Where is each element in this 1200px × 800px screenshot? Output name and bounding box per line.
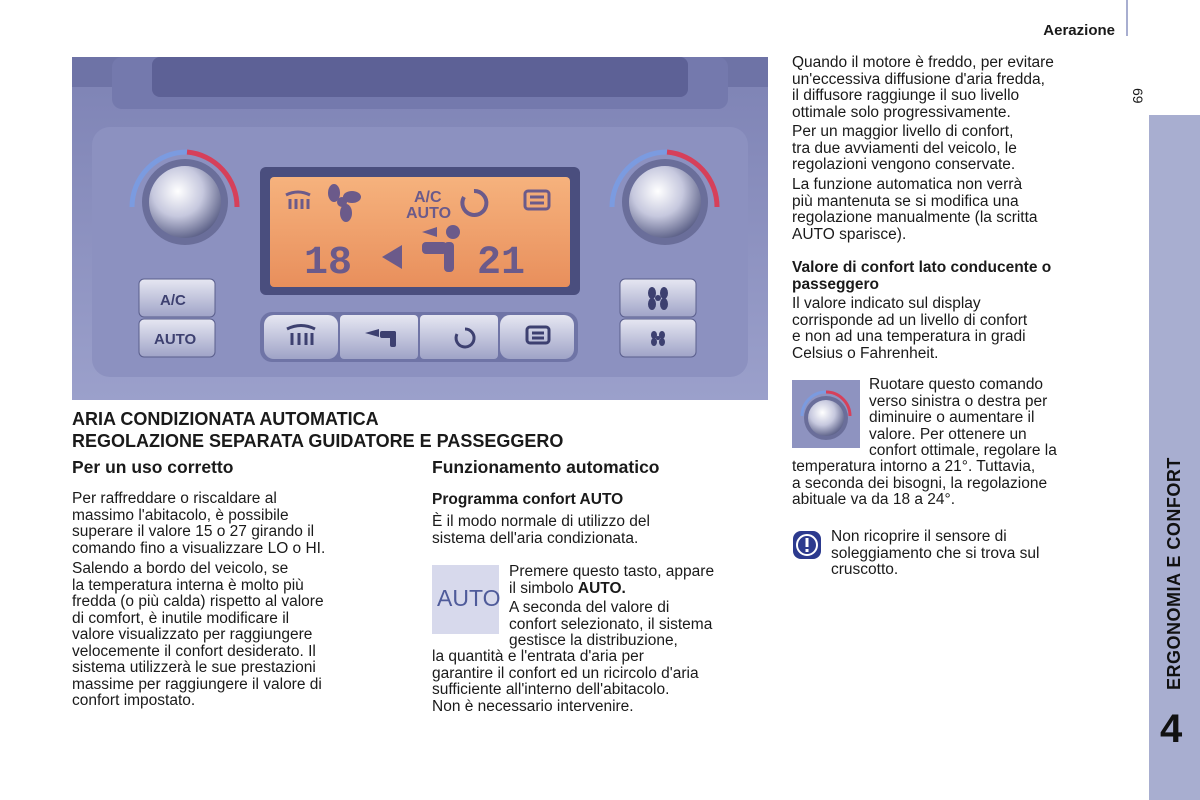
temperature-knob-icon (792, 380, 860, 448)
text-line: la temperatura interna è molto più (72, 576, 304, 594)
text-line: massimo l'abitacolo, è possibile (72, 506, 289, 524)
text-line: sistema utilizzerà le sue prestazioni (72, 659, 316, 676)
ac-button-label: A/C (160, 292, 186, 309)
header-divider (1126, 0, 1128, 36)
main-heading-line1: ARIA CONDIZIONATA AUTOMATICA (72, 409, 379, 429)
col3-subheading (792, 259, 1051, 293)
display-left-temp: 18 (304, 241, 353, 286)
auto-button-illustration (432, 565, 499, 634)
text-line: La funzione automatica non verrà (792, 176, 1023, 193)
text-line: di comfort, è inutile modificare il (72, 609, 290, 627)
text-line: superare il valore 15 o 27 girando il (72, 523, 315, 540)
col2-paragraph-4 (432, 649, 699, 715)
main-heading (72, 408, 563, 452)
col3-paragraph-1 (792, 55, 1054, 121)
text-line: massime per raggiungere il valore di (72, 675, 322, 693)
text-line: fredda (o più calda) rispetto al valore (72, 593, 324, 610)
text-line: abituale va da 18 a 24°. (792, 491, 956, 508)
text-line: la quantità e l'entrata d'aria per (432, 648, 644, 665)
col3-paragraph-3 (792, 177, 1038, 243)
text-line: valore visualizzato per raggiungere (72, 626, 313, 643)
text-line: confort selezionato, il sistema (509, 615, 713, 633)
text-line: Per raffreddare o riscaldare al (72, 490, 277, 507)
text-line: Ruotare questo comando (869, 376, 1044, 393)
text-line: Valore di confort lato conducente o (792, 259, 1052, 276)
text-line: Non è necessario intervenire. (432, 697, 634, 715)
text-line: Per un maggior livello di confort, (792, 123, 1014, 140)
text-line: valore. Per ottenere un (869, 425, 1027, 443)
text-line: È il modo normale di utilizzo del (432, 513, 650, 530)
col2-heading: Funzionamento automatico (432, 457, 660, 477)
text-line: cruscotto. (831, 561, 899, 578)
col3-paragraph-4 (792, 296, 1027, 362)
text-line: garantire il confort ed un ricircolo d'aria (432, 664, 699, 682)
climate-panel-illustration (72, 57, 768, 400)
warning-text (831, 529, 1040, 579)
text-line: confort ottimale, regolare la (869, 442, 1057, 459)
text-line: velocemente il confort desiderato. Il (72, 642, 316, 660)
text-line: Non ricoprire il sensore di (831, 528, 1007, 545)
col1-heading: Per un uso corretto (72, 457, 234, 477)
knob-instruction (869, 377, 1057, 460)
text-line: e non ad una temperatura in gradi (792, 328, 1026, 345)
text-line: temperatura intorno a 21°. Tuttavia, (792, 458, 1036, 475)
text-line: confort impostato. (72, 692, 196, 709)
text-line: Quando il motore è freddo, per evitare (792, 54, 1054, 71)
text-line: regolazioni vengono conservate. (792, 156, 1016, 173)
text-line: ottimale solo progressivamente. (792, 103, 1011, 121)
text-line: passeggero (792, 276, 880, 293)
chapter-number: 4 (1160, 707, 1183, 751)
col2-paragraph-1 (432, 514, 650, 547)
text-line: AUTO sparisce). (792, 225, 907, 243)
page-number: 69 (1130, 88, 1146, 104)
text-line: verso sinistra o destra per (869, 392, 1048, 410)
text-line: corrisponde ad un livello di confort (792, 311, 1028, 329)
text-line: tra due avviamenti del veicolo, le (792, 139, 1017, 157)
section-title: Aerazione (1043, 22, 1115, 39)
display-ac-text: A/C (414, 189, 442, 206)
text-line: a seconda dei bisogni, la regolazione (792, 474, 1048, 492)
text-line: soleggiamento che si trova sul (831, 544, 1040, 562)
text-line: Il valore indicato sul display (792, 295, 981, 312)
text-line: diminuire o aumentare il (869, 409, 1035, 426)
text-line: sufficiente all'interno dell'abitacolo. (432, 681, 670, 698)
text-line: Celsius o Fahrenheit. (792, 344, 939, 362)
col2-paragraph-2 (509, 564, 714, 597)
text-line: il diffusore raggiunge il suo livello (792, 87, 1020, 104)
col3-paragraph-5 (792, 459, 1047, 509)
chapter-title: ERGONOMIA E CONFORT (1164, 457, 1184, 690)
text-line: più mantenuta se si modifica una (792, 192, 1019, 210)
text-line: Salendo a bordo del veicolo, se (72, 560, 289, 577)
text-line: gestisce la distribuzione, (509, 632, 678, 649)
auto-icon-label: AUTO (437, 585, 501, 611)
warning-icon (792, 530, 822, 560)
auto-button-label: AUTO (154, 331, 197, 348)
col2-paragraph-3 (509, 600, 712, 650)
col2-subheading: Programma confort AUTO (432, 491, 624, 508)
text-line (509, 581, 714, 598)
auto-keyword: AUTO. (577, 579, 626, 597)
text-line: Premere questo tasto, appare (509, 563, 715, 580)
display-right-temp: 21 (477, 241, 526, 286)
col3-paragraph-2 (792, 124, 1017, 174)
text-span: il simbolo (509, 579, 578, 597)
col1-paragraph-1 (72, 491, 325, 557)
display-auto-text: AUTO (406, 205, 452, 222)
text-line: regolazione manualmente (la scritta (792, 209, 1038, 226)
main-heading-line2: REGOLAZIONE SEPARATA GUIDATORE E PASSEGGERO (72, 431, 564, 451)
col1-paragraph-2 (72, 561, 324, 710)
text-line: A seconda del valore di (509, 599, 670, 616)
text-line: comando fino a visualizzare LO o HI. (72, 539, 326, 557)
text-line: un'eccessiva diffusione d'aria fredda, (792, 70, 1045, 88)
text-line: sistema dell'aria condizionata. (432, 529, 639, 547)
